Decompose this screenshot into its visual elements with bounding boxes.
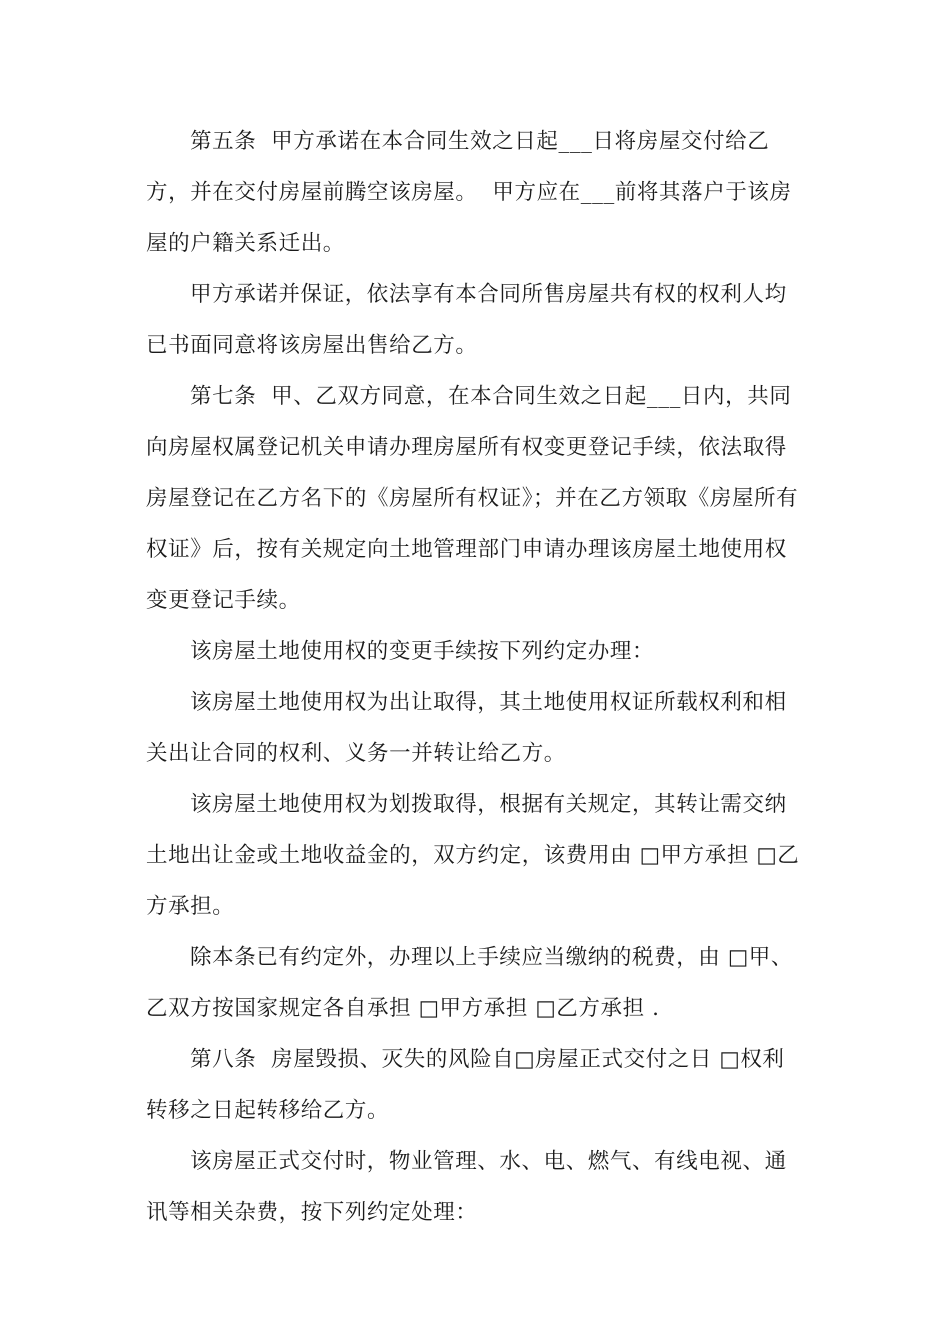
paragraph-land-use-procedure: 该房屋土地使用权的变更手续按下列约定办理： bbox=[190, 639, 655, 664]
paragraph-handover-fees: 该房屋正式交付时，物业管理、水、电、燃气、有线电视、通讯等相关杂费，按下列约定处理： bbox=[146, 1149, 787, 1225]
paragraph-article-5: 第五条 甲方承诺在本合同生效之日起___日将房屋交付给乙方，并在交付房屋前腾空该房屋。 甲方应在___前将其落户于该房屋的户籍关系迁出。 bbox=[146, 129, 792, 256]
paragraph-land-use-allocation: 该房屋土地使用权为划拨取得，根据有关规定，其转让需交纳土地出让金或土地收益金的，双方约定，该费用由 □甲方承担 □乙方承担。 bbox=[146, 792, 800, 919]
document-body bbox=[146, 116, 806, 1238]
paragraph-article-7: 第七条 甲、乙双方同意，在本合同生效之日起___日内，共同向房屋权属登记机关申请办理房屋所有权变更登记手续，依法取得房屋登记在乙方名下的《房屋所有权证》；并在乙方领取《房屋所有权证》后，按有关规定向土地管理部门申请办理该房屋土地使用权变更登记手续。 bbox=[146, 384, 799, 613]
paragraph-taxes-fees: 除本条已有约定外，办理以上手续应当缴纳的税费，由 □甲、乙双方按国家规定各自承担 □甲方承担 □乙方承担 . bbox=[146, 945, 793, 1021]
paragraph-co-owner-consent: 甲方承诺并保证，依法享有本合同所售房屋共有权的权利人均已书面同意将该房屋出售给乙方。 bbox=[146, 282, 787, 358]
paragraph-article-8: 第八条 房屋毁损、灭失的风险自□房屋正式交付之日 □权利转移之日起转移给乙方。 bbox=[146, 1047, 785, 1123]
paragraph-land-use-transfer: 该房屋土地使用权为出让取得，其土地使用权证所载权利和相关出让合同的权利、义务一并转让给乙方。 bbox=[146, 690, 787, 766]
